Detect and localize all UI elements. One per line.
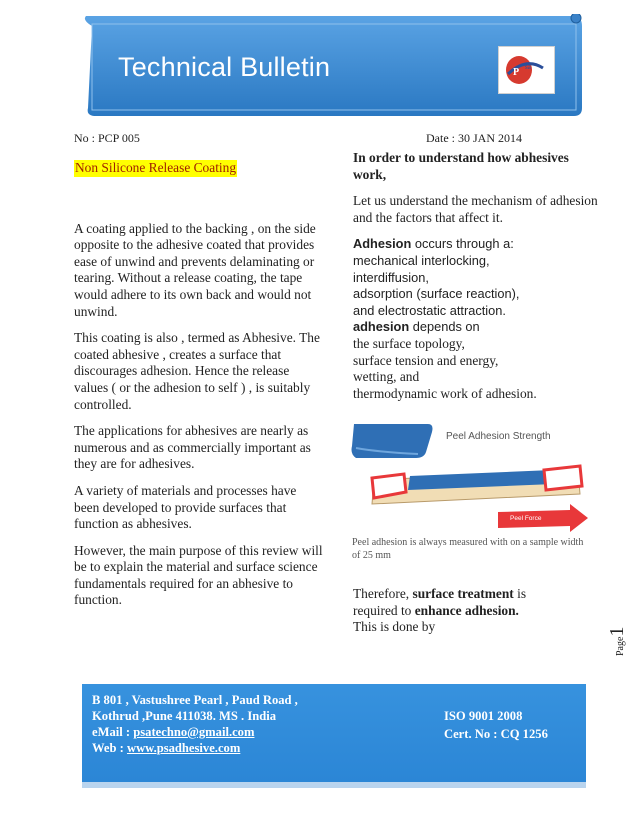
paragraph: A coating applied to the backing , on the side opposite to the adhesive coated that provides ease of unwind and prevents delaminating or tearing. Without a release coating, the tape would adhere to its own back and would not unwind. (74, 220, 316, 319)
paragraph: This coating is also , termed as Abhesive. The coated abhesive , creates a surface that discourages adhesion. Hence the release values ( or the adhesion to self ) , is suitably controlled. (74, 330, 320, 412)
footer-address (92, 692, 298, 756)
text-fragment: is (513, 586, 527, 601)
factor-item: wetting, and (353, 369, 420, 385)
logo-icon (499, 47, 554, 93)
website-link[interactable]: www.psadhesive.com (126, 741, 241, 755)
left-column (74, 160, 324, 619)
text-fragment: This is done by (353, 619, 436, 635)
adhesion-rest: occurs through a: (411, 236, 514, 252)
peel-adhesion-figure (348, 418, 598, 573)
address-line: B 801 , Vastushree Pearl , Paud Road , (92, 693, 298, 707)
page-number (606, 612, 630, 656)
factors-block (353, 336, 603, 402)
mechanism-item: adsorption (surface reaction), (353, 286, 520, 302)
address-line: Kothrud ,Pune 411038. MS . India (92, 709, 277, 723)
right-column (353, 150, 603, 402)
section-heading: Non Silicone Release Coating (75, 160, 237, 175)
adhesion-term: Adhesion (353, 236, 412, 252)
depends-rest: depends on (409, 319, 480, 335)
email-link[interactable]: psatechno@gmail.com (133, 725, 255, 739)
right-heading: In order to understand how abhesives work, (353, 150, 569, 182)
footer-certification (444, 707, 548, 743)
banner (82, 14, 586, 120)
factor-item: thermodynamic work of adhesion. (353, 385, 537, 401)
surface-treatment-term: surface treatment (412, 586, 514, 601)
document-date: Date : 30 JAN 2014 (426, 131, 522, 145)
enhance-adhesion-term: enhance adhesion. (414, 602, 519, 618)
email-label: eMail : (92, 725, 134, 739)
svg-text:sa: sa (525, 63, 531, 71)
peel-force-label: Peel Force (510, 515, 542, 522)
conclusion-text (353, 586, 603, 636)
footer-banner (82, 684, 586, 792)
page-value: 1 (606, 626, 628, 637)
mechanism-item: mechanical interlocking, (353, 252, 490, 268)
company-logo (498, 46, 555, 94)
mechanism-item: and electrostatic attraction. (353, 302, 506, 318)
figure-title: Peel Adhesion Strength (446, 431, 551, 442)
factor-item: the surface topology, (353, 335, 465, 351)
figure-caption: Peel adhesion is always measured with on a sample width of 25 mm (352, 537, 584, 561)
iso-label: ISO 9001 2008 (444, 709, 523, 723)
cert-number: Cert. No : CQ 1256 (444, 727, 548, 741)
paragraph: However, the main purpose of this review will be to explain the material and surface science fundamentals required for an abhesive to function. (74, 542, 323, 608)
svg-text:P: P (513, 67, 520, 78)
adhesion-block (353, 236, 603, 336)
mechanism-item: interdiffusion, (353, 269, 429, 285)
web-label: Web : (92, 741, 127, 755)
depends-term: adhesion (353, 319, 410, 335)
text-fragment: Therefore, (353, 586, 413, 601)
paragraph: A variety of materials and processes have been developed to provide surfaces that function as abhesives. (74, 482, 297, 532)
document-number: No : PCP 005 (74, 131, 140, 145)
paragraph: The applications for abhesives are nearly as numerous and as commercially important as they are for adhesives. (74, 423, 311, 472)
page-label: Page (615, 636, 626, 656)
factor-item: surface tension and energy, (353, 352, 499, 368)
intro-paragraph: Let us understand the mechanism of adhesion and the factors that affect it. (353, 193, 598, 225)
text-fragment: required to (353, 602, 415, 618)
banner-title: Technical Bulletin (118, 52, 331, 82)
